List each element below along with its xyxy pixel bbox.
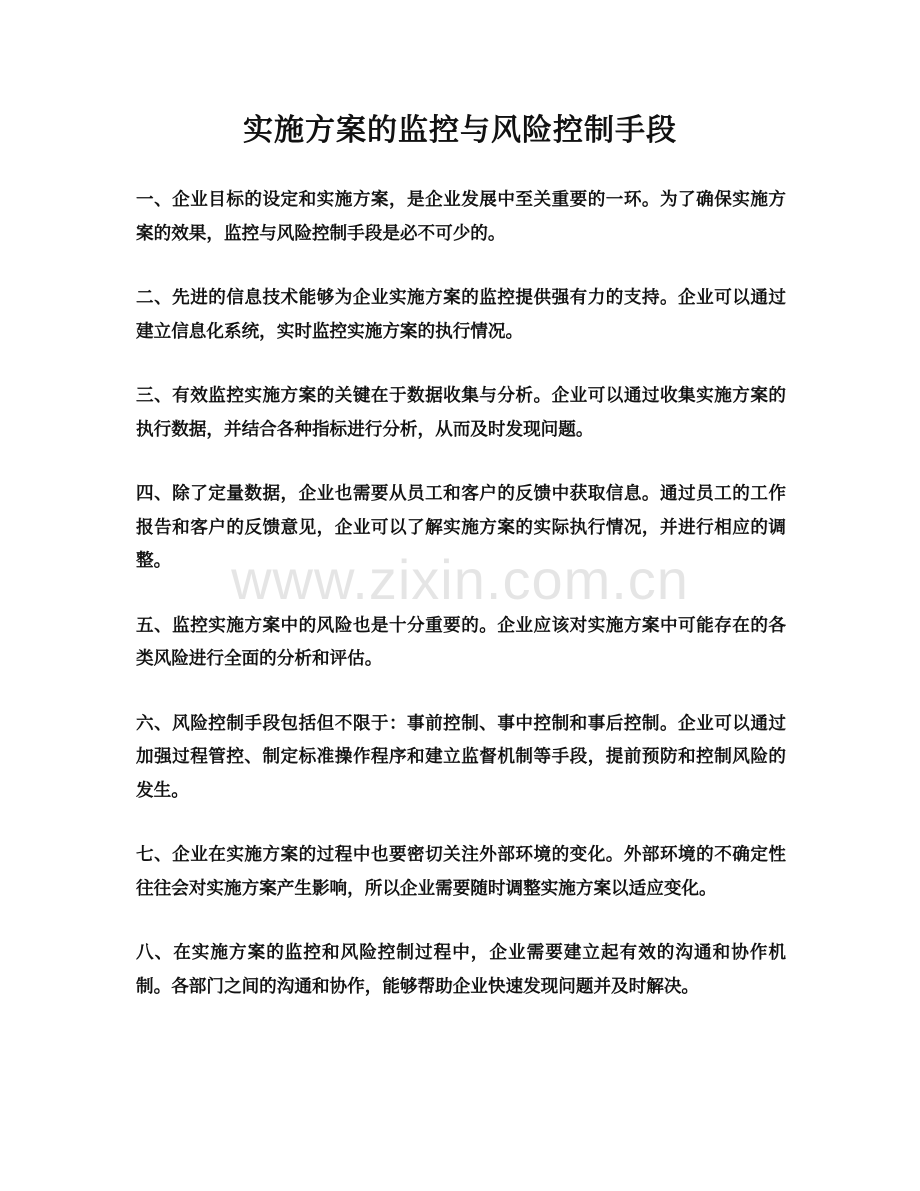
paragraph-5: 五、监控实施方案中的风险也是十分重要的。企业应该对实施方案中可能存在的各类风险进行全面的分析和评估。 [136, 615, 786, 669]
paragraph-7: 七、企业在实施方案的过程中也要密切关注外部环境的变化。外部环境的不确定性往往会对实施方案产生影响，所以企业需要随时调整实施方案以适应变化。 [136, 845, 786, 899]
document-title: 实施方案的监控与风险控制手段 [243, 113, 677, 148]
watermark: www.zixin.com.cn [231, 548, 689, 611]
paragraph-6: 六、风险控制手段包括但不限于：事前控制、事中控制和事后控制。企业可以通过加强过程管控、制定标准操作程序和建立监督机制等手段，提前预防和控制风险的发生。 [136, 713, 786, 801]
paragraph-1: 一、企业目标的设定和实施方案，是企业发展中至关重要的一环。为了确保实施方案的效果，监控与风险控制手段是必不可少的。 [136, 190, 786, 244]
document-body [136, 184, 786, 1035]
paragraph-4: 四、除了定量数据，企业也需要从员工和客户的反馈中获取信息。通过员工的工作报告和客户的反馈意见，企业可以了解实施方案的实际执行情况，并进行相应的调整。 [136, 484, 786, 571]
paragraph-2: 二、先进的信息技术能够为企业实施方案的监控提供强有力的支持。企业可以通过建立信息化系统，实时监控实施方案的执行情况。 [136, 288, 786, 342]
paragraph-3: 三、有效监控实施方案的关键在于数据收集与分析。企业可以通过收集实施方案的执行数据，并结合各种指标进行分析，从而及时发现问题。 [136, 386, 786, 440]
paragraph-8: 八、在实施方案的监控和风险控制过程中，企业需要建立起有效的沟通和协作机制。各部门之间的沟通和协作，能够帮助企业快速发现问题并及时解决。 [136, 943, 786, 997]
